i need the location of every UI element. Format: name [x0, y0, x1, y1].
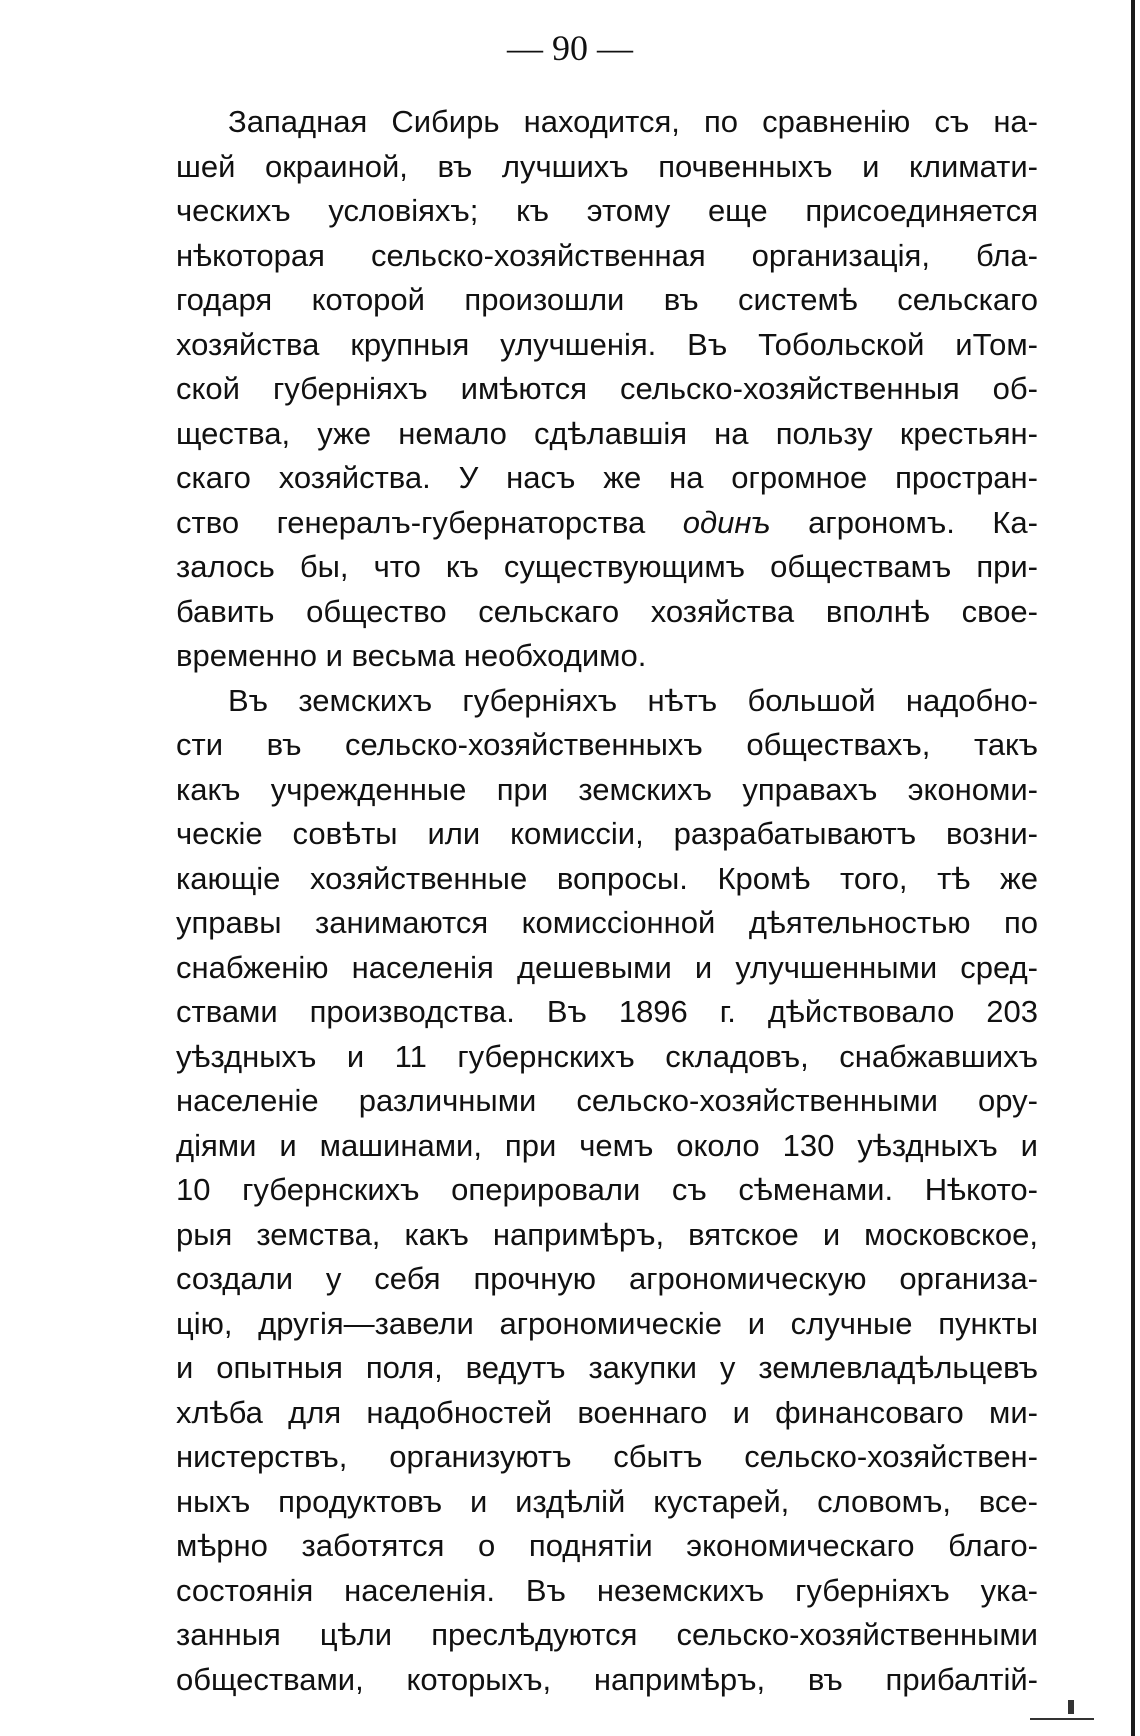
page-edge-rule [1131, 0, 1135, 1736]
text-line: временно и весьма необходимо. [176, 638, 647, 673]
text-line: и опытныя поля, ведутъ закупки у землевладѣльцевъ [176, 1350, 1038, 1385]
text-line: шей окраиной, въ лучшихъ почвенныхъ и климати- [176, 148, 1038, 184]
text-line: хозяйства крупныя улучшенія. Въ Тобольской иТом- [176, 326, 1038, 362]
text-line: Западная Сибирь находится, по сравненію съ на- [228, 104, 1038, 139]
text-line: ствами производства. Въ 1896 г. дѣйствовало 203 [176, 994, 1038, 1029]
text-line: ческихъ условіяхъ; къ этому еще присоединяется [176, 193, 1038, 228]
text-line-with-emphasis [176, 501, 1038, 546]
text-line: хлѣба для надобностей военнаго и финансоваго ми- [176, 1394, 1038, 1430]
text-line: нистерствъ, организуютъ сбытъ сельско-хозяйствен- [176, 1439, 1038, 1474]
page-number: — 90 — [507, 28, 633, 68]
printer-mark-dot [1068, 1700, 1074, 1714]
text-line: годаря которой произошли въ системѣ сельскаго [176, 282, 1038, 317]
text-line: нѣкоторая сельско-хозяйственная организація, бла- [176, 237, 1038, 273]
text-line: бавить общество сельскаго хозяйства вполнѣ свое- [176, 593, 1038, 629]
text-line: какъ учрежденные при земскихъ управахъ экономи- [176, 771, 1038, 807]
text-line: ской губерніяхъ имѣются сельско-хозяйственныя об- [176, 371, 1038, 406]
text-line: кающіе хозяйственные вопросы. Кромѣ того, тѣ же [176, 860, 1038, 896]
text-line: снабженію населенія дешевыми и улучшенными сред- [176, 949, 1038, 985]
text-line: скаго хозяйства. У насъ же на огромное простран- [176, 460, 1038, 495]
text-line: занныя цѣли преслѣдуются сельско-хозяйственными [176, 1617, 1038, 1652]
text-line: сти въ сельско-хозяйственныхъ обществахъ, такъ [176, 727, 1038, 762]
text-line: 10 губернскихъ оперировали съ сѣменами. Нѣкото- [176, 1172, 1038, 1207]
body-text [176, 100, 1038, 1702]
text-line: ныхъ продуктовъ и издѣлій кустарей, словомъ, все- [176, 1483, 1038, 1519]
printer-mark [1030, 1718, 1094, 1720]
text-line: управы занимаются комиссіонной дѣятельностью по [176, 905, 1038, 940]
text-line: діями и машинами, при чемъ около 130 уѣздныхъ и [176, 1127, 1038, 1163]
text-line: обществами, которыхъ, напримѣръ, въ прибалтій- [176, 1661, 1038, 1697]
text-line: создали у себя прочную агрономическую организа- [176, 1261, 1038, 1296]
text-line: состоянія населенія. Въ неземскихъ губерніяхъ ука- [176, 1572, 1038, 1608]
text-line: Въ земскихъ губерніяхъ нѣтъ большой надобно- [228, 682, 1038, 718]
text-line: щества, уже немало сдѣлавшія на пользу крестьян- [176, 415, 1038, 451]
text-line: ческіе совѣты или комиссіи, разрабатываютъ возни- [176, 816, 1038, 851]
text-line: цію, другія—завели агрономическіе и случные пункты [176, 1305, 1038, 1341]
text-line: залось бы, что къ существующимъ обществамъ при- [176, 549, 1038, 584]
text-segment: ство генералъ-губернаторства [176, 504, 683, 540]
text-line: населеніе различными сельско-хозяйственными ору- [176, 1083, 1038, 1118]
text-line: мѣрно заботятся о поднятіи экономическаго благо- [176, 1528, 1038, 1563]
emphasis-word: одинъ [682, 504, 771, 540]
text-line: уѣздныхъ и 11 губернскихъ складовъ, снабжавшихъ [176, 1038, 1038, 1074]
text-segment: агрономъ. Ка- [770, 504, 1038, 540]
text-line: рыя земства, какъ напримѣръ, вятское и московское, [176, 1216, 1038, 1252]
